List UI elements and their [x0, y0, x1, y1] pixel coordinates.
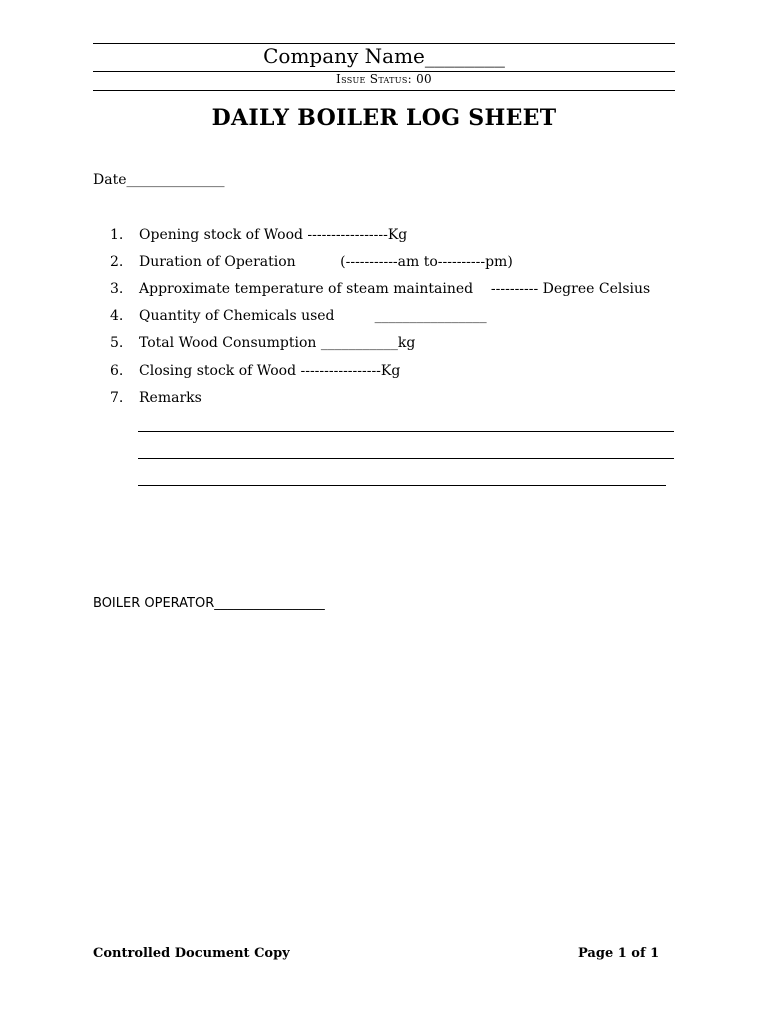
- item-text: Closing stock of Wood -----------------Kg: [139, 363, 401, 379]
- page-title: DAILY BOILER LOG SHEET: [211, 105, 557, 131]
- item-text: Duration of Operation (-----------am to----------pm): [139, 254, 513, 270]
- boiler-operator-field: BOILER OPERATOR_________________: [93, 596, 325, 611]
- item-text: Remarks: [139, 390, 202, 406]
- item-number: 6.: [110, 363, 124, 379]
- item-number: 3.: [110, 281, 124, 297]
- list-item-remarks: [110, 390, 202, 406]
- company-name: Company Name________: [263, 44, 505, 68]
- list-item-temperature: [110, 281, 650, 297]
- list-item-closing-stock: [110, 363, 400, 379]
- date-field: Date______________: [93, 172, 225, 188]
- item-text: Total Wood Consumption ___________kg: [139, 335, 416, 351]
- item-number: 5.: [110, 335, 124, 351]
- list-item-wood-consumption: [110, 335, 415, 351]
- item-text: Quantity of Chemicals used ________________: [139, 308, 487, 324]
- footer-left: Controlled Document Copy: [93, 946, 290, 961]
- list-item-duration: [110, 254, 513, 270]
- list-item-opening-stock: [110, 227, 407, 243]
- issue-status: Issue Status: 00: [336, 72, 432, 86]
- header-bottom-rule: [93, 90, 675, 91]
- remarks-line: [138, 485, 666, 486]
- item-number: 4.: [110, 308, 124, 324]
- footer-page-number: Page 1 of 1: [578, 946, 660, 961]
- item-text: Opening stock of Wood -----------------Kg: [139, 227, 408, 243]
- item-number: 1.: [110, 227, 124, 243]
- item-number: 2.: [110, 254, 124, 270]
- remarks-line: [138, 431, 674, 432]
- item-number: 7.: [110, 390, 124, 406]
- item-text: Approximate temperature of steam maintained ---------- Degree Celsius: [139, 281, 651, 297]
- list-item-chemicals: [110, 308, 487, 324]
- remarks-line: [138, 458, 674, 459]
